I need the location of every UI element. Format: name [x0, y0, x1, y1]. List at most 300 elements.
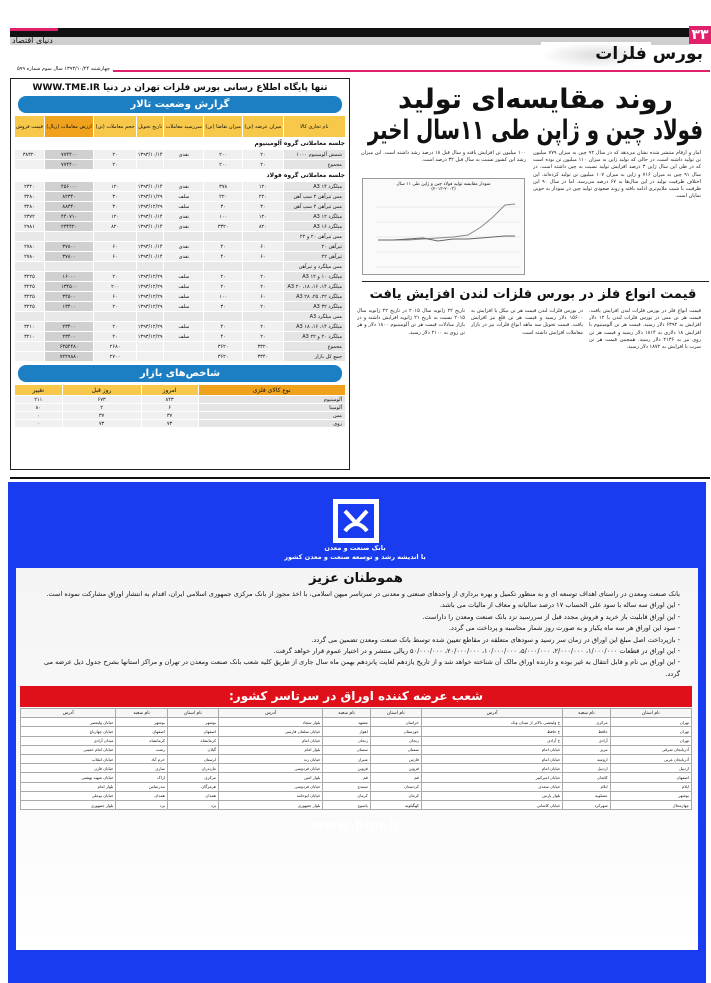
- branch-cell: تهران: [610, 736, 691, 745]
- table-cell: ۳۰: [243, 202, 283, 212]
- branch-cell: تبریز: [563, 745, 610, 754]
- commodity-name: مس تیرآهن ۲ سپ آهن: [283, 202, 345, 212]
- branch-cell: خ آزادی: [421, 736, 562, 745]
- column-header: روز قبل: [62, 385, 141, 396]
- table-cell: [136, 342, 164, 352]
- table-cell: ۱۳۹۳/۱۲/۲۹: [137, 303, 163, 310]
- table-row: [21, 773, 692, 782]
- table-cell: سلف: [164, 332, 204, 342]
- column-header: آدرس: [421, 709, 562, 718]
- index-value: ۰: [15, 420, 63, 428]
- branch-cell: قم: [323, 773, 370, 782]
- branch-cell: قزوین: [323, 764, 370, 773]
- branch-cell: خیابان سعدی: [421, 782, 562, 791]
- table-row: [21, 755, 692, 764]
- table-row: [15, 138, 346, 150]
- table-cell: ۲۰: [204, 272, 243, 282]
- branch-cell: خیابان امام خمینی: [21, 745, 116, 754]
- table-cell: ۲۷۸۰: [15, 252, 45, 262]
- table-cell: ۶۰: [243, 242, 283, 252]
- commodity-name: تیرآهن ۲۰: [283, 242, 345, 252]
- table-cell: ۳۰: [94, 202, 137, 212]
- table-row: [15, 182, 346, 192]
- index-value: ۲۱۱: [15, 396, 63, 404]
- table-cell: [164, 352, 204, 362]
- commodity-name: میلگرد ۱۴ A3: [283, 182, 345, 192]
- table-cell: [136, 312, 164, 322]
- table-cell: ۶۰: [243, 252, 283, 262]
- table-cell: ۲۰: [243, 322, 283, 332]
- column-header: میزان تقاضا (تن): [204, 116, 243, 138]
- index-value: ۶: [141, 404, 198, 412]
- table-row: [21, 727, 692, 736]
- table-cell: [15, 312, 45, 322]
- table-cell: ۴۰: [204, 332, 243, 342]
- table-cell: ۲۹۸۱: [15, 222, 45, 232]
- table-row: [15, 342, 346, 352]
- branch-cell: همدان: [116, 791, 167, 800]
- branch-cell: خیابان فردوسی: [218, 764, 322, 773]
- column-header: ارزش معاملات (ریال): [44, 116, 93, 138]
- table-cell: ۳۲۸۰: [15, 192, 45, 202]
- table-row: [15, 232, 346, 242]
- table-cell: نقدی: [164, 242, 204, 252]
- ad-body: [20, 589, 692, 680]
- table-row: [15, 282, 346, 292]
- commodity-name: مس میلگرد و تیرآهن: [283, 262, 345, 272]
- table-cell: [44, 232, 93, 242]
- branch-cell: آزادی: [563, 736, 610, 745]
- branch-cell: خیابان قارن: [21, 764, 116, 773]
- table-cell: ۴۴۰۷۱۰: [44, 212, 93, 222]
- divider: [362, 281, 709, 282]
- commodity-name: مجموع: [283, 342, 345, 352]
- table-cell: ۱۳۹۳/۱۰/۱۴: [137, 213, 163, 220]
- table-cell: نقدی: [164, 182, 204, 192]
- branch-cell: کهگیلویه: [370, 800, 421, 809]
- metal-name: آلومینیوم: [198, 396, 345, 404]
- table-row: [21, 782, 692, 791]
- table-row: [15, 322, 346, 332]
- column-header: میزان عرضه (تن): [243, 116, 283, 138]
- table-cell: ۸۲۳۴۰: [44, 192, 93, 202]
- branch-cell: بندرعباس: [116, 782, 167, 791]
- ad-paragraph: - این اوراق بی نام و قابل انتقال به غیر بوده و دارنده اوراق مالک آن شناخته خواهد شد و از تاریخ یازدهم لغایت پانزدهم بهمن ماه سال جاری از طریق کلیه شعب بانک صنعت ومعدن در تهران و مراکز استانها بشرح جدول ذیل عرضه می گردد.: [43, 658, 680, 678]
- website-link[interactable]: www.bim.ir: [311, 818, 401, 835]
- table-cell: [15, 342, 45, 352]
- headline-line: روند مقایسه‌ای تولید: [398, 84, 673, 115]
- column-header: نام استان: [610, 709, 691, 718]
- commodity-name: مس میلگرد A3: [283, 312, 345, 322]
- index-value: ۷۳: [141, 420, 198, 428]
- branch-cell: سنندج: [323, 782, 370, 791]
- article2-column: تاریخ ۲۲ ژانویه سال ۲۰۱۵ در تاریخ ۲۲ ژانویه سال ۲۰۱۵ نسبت به تاریخ ۲۱ ژانویه افزایش داشته و در بازار مبادلات قیمت هر تن آلومینیوم ۱۸۰۰ دلار و هر تن روی به ۲۱۰۰ دلار رسید.: [357, 308, 465, 336]
- branch-cell: خراسان: [370, 718, 421, 727]
- article2-headline: [363, 286, 703, 304]
- branch-cell: یزد: [116, 800, 167, 809]
- table-cell: ۳۶۲۰: [204, 342, 243, 352]
- table-row: [15, 302, 346, 312]
- table-cell: ۱۲۰: [94, 212, 137, 222]
- table-cell: ۸۸۳۴۰: [44, 202, 93, 212]
- chart-title: نمودار مقایسه تولید فولاد چین و ژاپن طی ۱۱ سال: [396, 182, 491, 187]
- table-cell: [15, 232, 45, 242]
- table-cell: [164, 262, 204, 272]
- branch-cell: اردبیل: [563, 764, 610, 773]
- table-cell: سلف: [164, 322, 204, 332]
- branch-cell: بوشهر: [167, 718, 218, 727]
- column-header: نام استان: [167, 709, 218, 718]
- table-cell: [243, 262, 283, 272]
- exchange-report-panel: [10, 78, 350, 470]
- panel-title: [14, 82, 346, 94]
- branch-cell: خیابان زند: [218, 755, 322, 764]
- index-value: ۸۰: [15, 404, 63, 412]
- table-row: [21, 791, 692, 800]
- table-cell: [136, 262, 164, 272]
- table-row: [15, 292, 346, 302]
- branch-cell: تهران: [610, 718, 691, 727]
- table-cell: [44, 312, 93, 322]
- commodity-name: تیرآهن ۲۲: [283, 252, 345, 262]
- branch-cell: هرمزگان: [167, 782, 218, 791]
- table-cell: سلف: [164, 302, 204, 312]
- table-cell: ۸۲۰: [94, 222, 137, 232]
- branch-cell: تهران: [610, 727, 691, 736]
- table-cell: [164, 312, 204, 322]
- table-cell: ۱۳۹۳/۱۱/۲۹: [137, 193, 163, 200]
- bank-slogan: با اندیشه رشد و توسعه صنعت و معدن کشور: [284, 553, 426, 561]
- table-cell: ۲۶۸۰: [94, 342, 137, 352]
- branch-cell: کرمان: [323, 791, 370, 800]
- branch-cell: خیابان امیرکبیر: [421, 773, 562, 782]
- ad-greeting: هموطنان عزیز: [309, 571, 403, 586]
- table-cell: ۳۲۸۰: [15, 202, 45, 212]
- table-cell: سلف: [164, 192, 204, 202]
- branch-cell: کردستان: [370, 782, 421, 791]
- branch-cell: بوشهر: [610, 791, 691, 800]
- column-header: نام استان: [370, 709, 421, 718]
- branch-cell: یزد: [167, 800, 218, 809]
- article2-column: در بورس فلزات لندن قیمت هر تن نیکل با افزایش به ۱۵۶۰۰ دلار رسید و قیمت هر تن قلع نیز افزایش یافت. قیمت تحویل سه ماهه انواع فلزات نیز در بازار معاملات افزایش داشته است.: [471, 308, 583, 336]
- table-cell: سلف: [164, 282, 204, 292]
- table-cell: ۱۲۰: [243, 212, 283, 222]
- branch-cell: بلوار امام: [218, 745, 322, 754]
- table-cell: ۱۲۰: [243, 182, 283, 192]
- table-row: [15, 242, 346, 252]
- branch-cell: خوزستان: [370, 727, 421, 736]
- table-cell: ۳۷۸۰۰: [44, 252, 93, 262]
- table-cell: ۳۰: [94, 192, 137, 202]
- branch-cell: مرکزی: [167, 773, 218, 782]
- table-cell: ۶۰: [94, 292, 137, 302]
- table-cell: ۲۰: [204, 282, 243, 292]
- newspaper-logo: دنیای اقتصاد: [12, 36, 53, 45]
- branch-cell: قزوین: [370, 764, 421, 773]
- report-title: گزارش وضعیت تالار: [18, 96, 342, 113]
- index-value: ۷۳: [62, 420, 141, 428]
- table-cell: ۱۳۹۳/۱۰/۱۴: [137, 243, 163, 250]
- table-cell: ۱۳۹۳/۱۲/۲۹: [137, 283, 163, 290]
- market-indices-table: [14, 384, 346, 428]
- table-row: [15, 252, 346, 262]
- production-chart: [362, 178, 525, 275]
- article2-headline-text: قیمت انواع فلز در بورس فلزات لندن افزایش یافت: [369, 287, 697, 302]
- commodity-name: مس تیرآهن ۲۰ و ۲۲: [283, 232, 345, 242]
- branch-cell: اصفهان: [116, 727, 167, 736]
- commodity-name: میلگرد ۳۲ A3: [283, 302, 345, 312]
- branch-cell: خیابان امام: [421, 745, 562, 754]
- table-row: [15, 420, 346, 428]
- table-cell: ۴۰: [204, 322, 243, 332]
- group-label: جلسه معاملاتی گروه فولاد: [15, 170, 346, 182]
- commodity-name: میلگرد ۱۴، ۱۶، ۱۸، ۲۰ A3: [283, 282, 345, 292]
- table-cell: ۳۰: [204, 202, 243, 212]
- table-cell: ۳۲۱۰: [15, 322, 45, 332]
- ad-paragraph: - بازپرداخت اصل مبلغ این اوراق در زمان سر رسید و سودهای متعلقه در مقاطع تعیین شده توسط بانک صنعت ومعدن تضمین می گردد.: [311, 635, 680, 644]
- branch-cell: بلوار امین: [218, 773, 322, 782]
- column-header: نام شعبه: [116, 709, 167, 718]
- table-cell: ۶۰: [94, 242, 137, 252]
- branch-cell: مرکزی: [563, 718, 610, 727]
- table-cell: ۲۰۰: [204, 150, 243, 160]
- branch-cell: حافظ: [563, 727, 610, 736]
- page-number: ۳۳: [689, 26, 711, 44]
- table-cell: ۲۰۰: [94, 282, 137, 292]
- index-value: ۰: [15, 412, 63, 420]
- branch-cell: خیابان ابوحامد: [218, 791, 322, 800]
- branch-cell: آذربایجان شرقی: [610, 745, 691, 754]
- table-cell: ۳۳۴۰: [243, 352, 283, 362]
- branch-cell: فارس: [370, 755, 421, 764]
- ad-paragraph: بانک صنعت ومعدن در راستای اهداف توسعه ای و به منظور تکمیل و بهره برداری از واحدهای صنعتی و معدنی در سرتاسر میهن اسلامی، با اخذ مجوز از بانک مرکزی جمهوری اسلامی ایران، اقدام به انتشار اوراق مشارکت نموده است.: [46, 590, 680, 598]
- table-cell: ۲۰: [94, 322, 137, 332]
- table-cell: [94, 312, 137, 322]
- table-row: [15, 396, 346, 404]
- branch-cell: ایلام: [610, 782, 691, 791]
- table-cell: ۳۲۲۵: [15, 292, 45, 302]
- ad-paragraph: - این اوراق در قطعات ۱/۰۰۰/۰۰۰، ۲/۰۰۰/۰۰۰، ۵/۰۰۰/۰۰۰، ۱۰/۰۰۰/۰۰۰، ۲۰/۰۰۰/۰۰۰، ۵۰/۰۰۰/۰۰۰ ریالی منتشر و در اختیار عموم قرار خواهد گرفت.: [273, 647, 680, 656]
- table-cell: ۳۳۲۰: [243, 342, 283, 352]
- headline-row: [368, 84, 703, 115]
- branch-cell: خیابان شهید بهشتی: [21, 773, 116, 782]
- branch-cell: کرمان: [370, 791, 421, 800]
- branch-cell: آذربایجان غربی: [610, 755, 691, 764]
- branch-cell: قم: [370, 773, 421, 782]
- branch-cell: خیابان انقلاب: [21, 755, 116, 764]
- table-cell: ۴۵۶۰۰۰: [44, 182, 93, 192]
- trading-table: [14, 115, 346, 362]
- table-row: [21, 718, 692, 727]
- table-cell: ۳۲۲۵: [15, 272, 45, 282]
- branch-cell: خیابان ولیعصر: [21, 718, 116, 727]
- branch-cell: میدان آزادی: [21, 736, 116, 745]
- table-cell: ۲۳۲۰: [15, 182, 45, 192]
- table-cell: ۶۳۵۴۴۸۰: [44, 342, 93, 352]
- table-cell: ۲۰: [243, 332, 283, 342]
- article1-column: ۱۰۰ میلیون تن افزایش یافته و سال قبل ۱۸ درصد رشد داشته است. این میزان رشد این کشور نسبت به سال قبل ۳۲ درصد است.: [361, 150, 526, 164]
- table-cell: ۷۷۴۴۰۰: [44, 160, 93, 170]
- chart-subtitle: (۲۰۱۳-۲۰۰۳): [431, 187, 456, 192]
- column-header: تاریخ تحویل: [136, 116, 164, 138]
- commodity-name: جمع کل بازار: [283, 352, 345, 362]
- index-value: ۲: [62, 404, 141, 412]
- commodity-name: میلگرد ۱۶ A3: [283, 222, 345, 232]
- table-cell: ۷۷۴۴۰۰: [44, 150, 93, 160]
- branch-cell: خرم آباد: [116, 755, 167, 764]
- table-cell: ۳۲۱۰: [15, 332, 45, 342]
- branch-cell: بلوار پارس: [421, 791, 562, 800]
- table-cell: ۲۳۴۰۰: [44, 322, 93, 332]
- table-cell: ۴۰: [204, 242, 243, 252]
- branch-cell: کرمانشاه: [116, 736, 167, 745]
- table-cell: ۱۳۹۳/۱۲/۲۹: [137, 333, 163, 340]
- table-cell: ۲۰: [243, 150, 283, 160]
- branch-cell: عسلویه: [563, 791, 610, 800]
- table-cell: [136, 352, 164, 362]
- commodity-name: میلگرد ۱۲ A3: [283, 212, 345, 222]
- table-row: [15, 262, 346, 272]
- table-cell: ۲۰: [94, 332, 137, 342]
- table-cell: ۶۰: [243, 292, 283, 302]
- branch-cell: مشهد: [323, 718, 370, 727]
- table-cell: ۲۷۰۰: [94, 352, 137, 362]
- table-cell: سلف: [164, 292, 204, 302]
- table-cell: ۳۴۵۰۰: [44, 292, 93, 302]
- table-cell: ۱۲۰: [94, 182, 137, 192]
- branch-cell: زنجان: [323, 736, 370, 745]
- table-cell: ۲۳۴۰۰: [44, 332, 93, 342]
- metal-name: آلومینا: [198, 404, 345, 412]
- index-value: ۳۷: [141, 412, 198, 420]
- branch-cell: بلوار جمهوری: [21, 800, 116, 809]
- table-cell: ۲۲۰: [243, 192, 283, 202]
- branch-cell: اهواز: [323, 727, 370, 736]
- branch-cell: اصفهان: [167, 727, 218, 736]
- branch-cell: کرمانشاه: [167, 736, 218, 745]
- branch-cell: خیابان بوعلی: [21, 791, 116, 800]
- branches-table: [20, 708, 692, 810]
- table-cell: ۱۳۹۳/۱۰/۱۴: [137, 151, 163, 158]
- index-value: ۳۷: [62, 412, 141, 420]
- table-row: [15, 222, 346, 232]
- table-row: [21, 764, 692, 773]
- table-cell: [136, 232, 164, 242]
- table-cell: ۲۳۷۲: [15, 212, 45, 222]
- bank-name-text: بانک صنعت و معدن: [324, 544, 386, 552]
- commodity-name: شمش آلومینیوم ۱۰۰۰: [283, 150, 345, 160]
- table-cell: ۲۰: [94, 160, 137, 170]
- branch-cell: خیابان چهارباغ: [21, 727, 116, 736]
- table-cell: ۱۰۰: [204, 292, 243, 302]
- branch-cell: ارومیه: [563, 755, 610, 764]
- table-cell: ۱۳۴۵۰۰: [44, 282, 93, 292]
- table-cell: ۱۳۴۰۰: [44, 302, 93, 312]
- table-row: [15, 160, 346, 170]
- index-value: ۸۴۳: [141, 396, 198, 404]
- commodity-name: میلگرد ۲۰ و ۲۲ A3: [283, 332, 345, 342]
- table-cell: [243, 312, 283, 322]
- branch-cell: خیابان فردوسی: [218, 782, 322, 791]
- panel-title-text: تنها پایگاه اطلاع رسانی بورس فلزات تهران در دنیا WWW.TME.IR: [32, 83, 328, 93]
- table-row: [15, 202, 346, 212]
- table-cell: ۲۰۰: [204, 160, 243, 170]
- table-cell: ۶۰: [94, 252, 137, 262]
- table-cell: ۱۳۹۳/۱۲/۲۹: [137, 293, 163, 300]
- metal-name: مس: [198, 412, 345, 420]
- branch-cell: سمنان: [370, 745, 421, 754]
- table-cell: [164, 160, 204, 170]
- table-row: [15, 352, 346, 362]
- table-cell: ۴۰: [204, 252, 243, 262]
- table-cell: نقدی: [164, 150, 204, 160]
- table-cell: [15, 262, 45, 272]
- branch-cell: خیابان امام: [421, 764, 562, 773]
- chart-lines: [363, 197, 525, 275]
- table-row: [15, 412, 346, 420]
- table-cell: ۱۳۹۳/۱۲/۲۹: [137, 203, 163, 210]
- ad-flow: [20, 570, 692, 834]
- table-cell: نقدی: [164, 212, 204, 222]
- column-header: امروز: [141, 385, 198, 396]
- column-header: آدرس: [21, 709, 116, 718]
- ad-paragraph: - این اوراق قابلیت باز خرید و فروش مجدد قبل از سررسید نزد بانک صنعت ومعدن را داراست.: [422, 612, 680, 621]
- column-header: نام شعبه: [563, 709, 610, 718]
- table-cell: ۲۰: [94, 302, 137, 312]
- branch-cell: زنجان: [370, 736, 421, 745]
- table-row: [21, 745, 692, 754]
- table-cell: [94, 232, 137, 242]
- ad-paragraph: - سود این اوراق هر سه ماه یکبار و به صورت روز شمار محاسبه و پرداخت می گردد.: [448, 624, 680, 633]
- table-cell: [204, 312, 243, 322]
- divider: [10, 477, 710, 479]
- table-cell: ۲۰: [94, 150, 137, 160]
- commodity-name: مجموع: [283, 160, 345, 170]
- table-cell: ۳۰: [204, 302, 243, 312]
- table-cell: ۱۳۹۳/۱۰/۱۴: [137, 253, 163, 260]
- branch-cell: چهارمحال: [610, 800, 691, 809]
- indices-title: شاخص‌های بازار: [18, 365, 342, 382]
- table-row: [15, 312, 346, 322]
- table-cell: ۱۳۹۳/۱۲/۲۹: [137, 273, 163, 280]
- table-cell: ۳۳۲۰: [204, 222, 243, 232]
- column-header: نام شعبه: [323, 709, 370, 718]
- branch-cell: کاشان: [563, 773, 610, 782]
- branch-cell: رشت: [116, 745, 167, 754]
- branch-cell: خیابان امام: [218, 736, 322, 745]
- branch-cell: اردبیل: [610, 764, 691, 773]
- table-cell: ۲۳۴۴۲۰: [44, 222, 93, 232]
- branch-cell: لرستان: [167, 755, 218, 764]
- section-title: بورس فلزات: [595, 44, 703, 64]
- column-header: تغییر: [15, 385, 63, 396]
- table-cell: نقدی: [164, 222, 204, 232]
- branch-cell: شیراز: [323, 755, 370, 764]
- commodity-name: میلگرد ۱۴، ۱۶، ۱۸ A3: [283, 322, 345, 332]
- table-cell: ۲۰: [243, 282, 283, 292]
- divider: [16, 70, 710, 72]
- column-header: نام تجاری کالا: [283, 116, 345, 138]
- table-cell: ۲۷۸۰: [15, 242, 45, 252]
- table-row: [21, 800, 692, 809]
- table-cell: سلف: [164, 202, 204, 212]
- group-label: جلسه معاملاتی گروه آلومینیوم: [15, 138, 346, 150]
- article1-headline: [368, 84, 703, 146]
- article2-column: قیمت انواع فلز در بورس فلزات لندن افزایش یافت. قیمت هر تن مس در بورس فلزات لندن با ۱۲ دلار افزایش به ۶۳۹۲ دلار رسید. قیمت هر تن آلومینیوم با افزایش ۱۸ دلاری به ۱۸۱۴ دلار رسید و قیمت هر تن روی نیز به ۲۱۳۶ دلار رسید. همچنین قیمت هر تن سرب با افزایش به ۱۸۷۲ دلار رسید.: [589, 308, 701, 351]
- table-cell: [136, 160, 164, 170]
- commodity-name: میلگرد ۱۰ و ۱۲ A3: [283, 272, 345, 282]
- headline-line: فولاد چین و ژاپن طی ۱۱سال اخیر: [367, 115, 703, 146]
